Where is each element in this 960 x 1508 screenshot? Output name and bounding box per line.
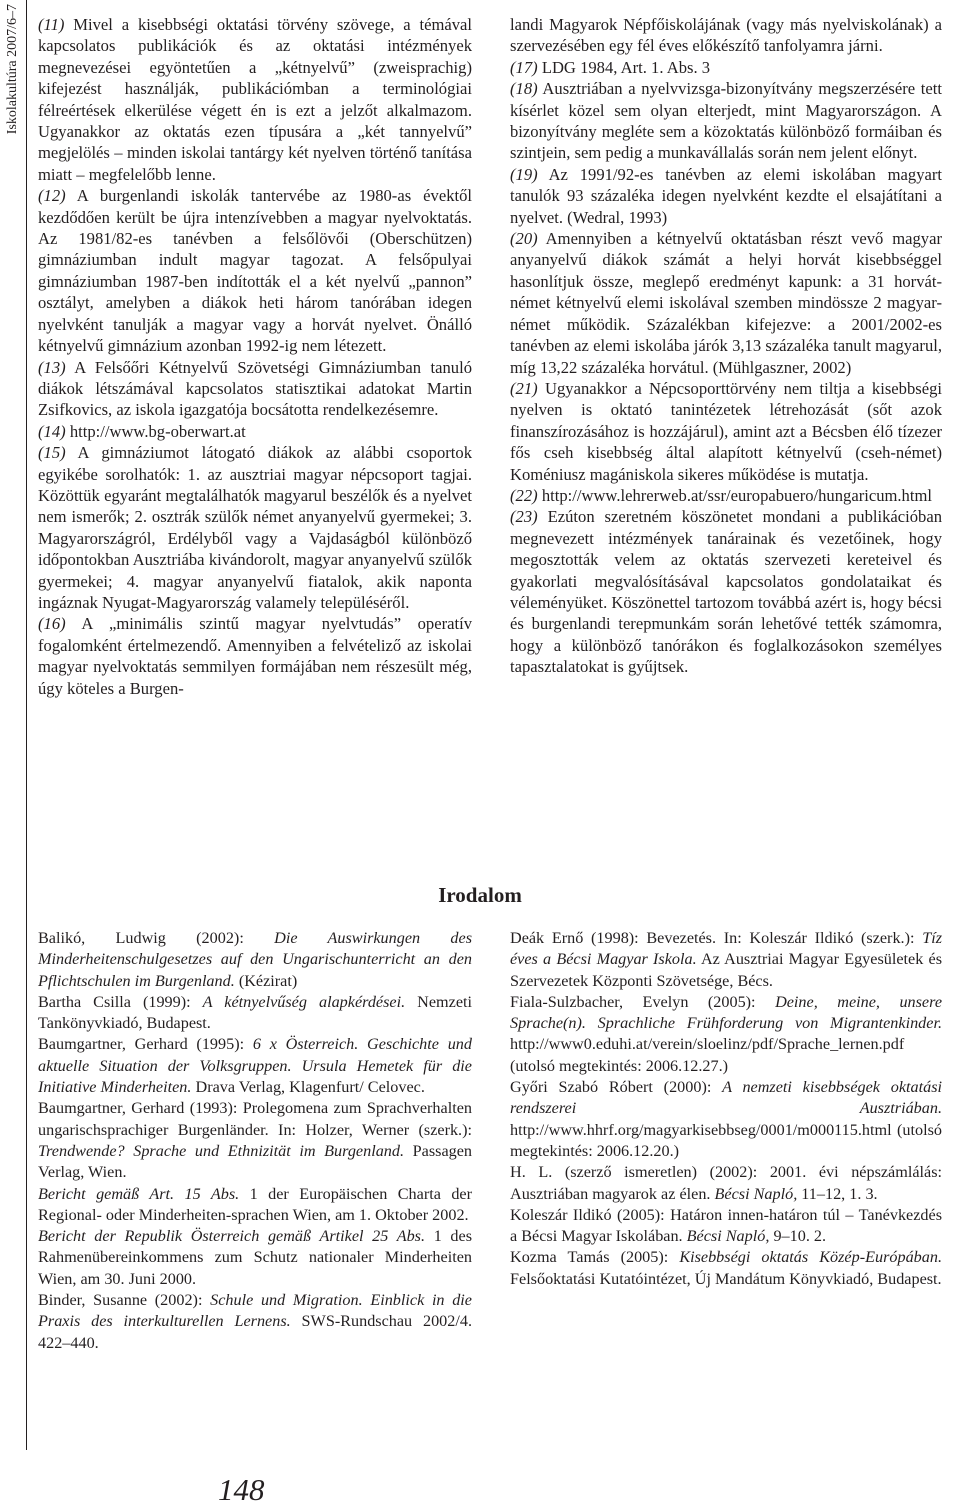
note: (12) A burgenlandi iskolák tantervébe az 1980-as évektől kezdődően került be újra intenzívebben a magyar nyelvoktatás. Az 1981/82-es tanévben a felsőlövői (Oberschützen) gimnáziumban indult magyar tagozat. A felsőpulyai gimnáziumban 1987-ben indították el a két nyelvű „pannon” osztályt, amelyben a diákok heti három tanórában idegen nyelvként tanulják a magyar vagy a horvát nyelvet. Önálló kétnyelvű gimnázium azonban 1992-ig nem létezett. <box>38 186 473 356</box>
section-heading: Irodalom <box>438 883 522 907</box>
note: (15) A gimnáziumot látogató diákok az alábbi csoportok egyikébe sorolhatók: 1. az ausztriai magyar népcsoport tagjai. Közöttük egyaránt megtalálhatók magyarul beszélők és a nyelvet nem ismerők; 2. osztrák szülők német anyanyelvű gyermekei; 3. Magyarországról, Erdélyből vagy a Vajdaságból különböző időpontokban Ausztriába kivándorolt, magyar anyanyelvű szülők gyermekei; 4. magyar anyanyelvű fiatalok, akik naponta ingáznak Nyugat-Magyarország valamely településéről. <box>38 443 472 612</box>
references-column-right <box>510 928 942 1290</box>
reference-entry: Bartha Csilla (1999): A kétnyelvűség alapkérdései. Nemzeti Tankönyvkiadó, Budapest. <box>38 992 472 1033</box>
note: (13) A Felsőőri Kétnyelvű Szövetségi Gimnáziumban tanuló diákok létszámával kapcsolatos statisztikai adatokat Martin Zsifkovics, az iskola igazgatója bocsátotta rendelkezésemre. <box>38 357 473 420</box>
references-column-left <box>38 928 472 1354</box>
running-head-text: Iskolakultúra 2007/6–7 <box>5 4 20 135</box>
reference-entry: Fiala-Sulzbacher, Evelyn (2005): Deine, meine, unsere Sprache(n). Sprachliche Frühforderung von Migrantenkinder. http://www0.eduhi.at/verein/sloelinz/pdf/Sprache_lernen.pdf (utolsó megtekintés: 2006.12.27.) <box>510 992 943 1075</box>
running-head <box>2 4 24 304</box>
note: (14) http://www.bg-oberwart.at <box>38 421 246 441</box>
note: (20) Amennyiben a kétnyelvű oktatásban részt vevő magyar anyanyelvű diákok számát a helyi horvát kisebbséggel hasonlítjuk össze, meglepő eredményt kapunk: a 31 horvát-német kétnyelvű elemi iskolával szemben mindössze 2 magyar-német működik. Százalékban kifejezve: a 2001/2002-es tanévben az elemi iskolába járók 3,13 százaléka tanult magyarul, míg 13,22 százaléka horvátul. (Mühlgaszner, 2002) <box>510 229 942 377</box>
reference-entry: Kozma Tamás (2005): Kisebbségi oktatás Közép-Európában. Felsőoktatási Kutatóintézet, Új Mandátum Könyvkiadó, Budapest. <box>510 1248 942 1288</box>
note: (16) A „minimális szintű magyar nyelvtudás” operatív fogalomként értelmezendő. Amennyiben a felvételiző az iskolai magyar nyelvoktatás semmilyen formájában nem részesült még, úgy köteles a Burgen- <box>38 614 472 698</box>
note: (19) Az 1991/92-es tanévben az elemi iskolában magyart tanulók 93 százaléka idegen nyelvként kezdte el elsajátítani a nyelvet. (Wedral, 1993) <box>510 164 942 227</box>
notes-column-right <box>510 14 942 678</box>
reference-entry: Győri Szabó Róbert (2000): A nemzeti kisebbségek oktatási rendszerei Ausztriában. http://www.hhrf.org/magyarkisebbseg/0001/m000115.html (utolsó megtekintés: 2006.12.20.) <box>510 1078 942 1160</box>
reference-entry: Binder, Susanne (2002): Schule und Migration. Einblick in die Praxis des interkulturellen Lernens. SWS-Rundschau 2002/4. 422–440. <box>38 1291 472 1352</box>
reference-entry: H. L. (szerző ismeretlen) (2002): 2001. évi népszámlálás: Ausztriában magyarok az élen. Bécsi Napló, 11–12, 1. 3. <box>510 1163 942 1203</box>
page-number: 148 <box>218 1472 265 1507</box>
reference-entry: Koleszár Ildikó (2005): Határon innen-határon túl – Tanévkezdés a Bécsi Magyar Iskolában. Bécsi Napló, 9–10. 2. <box>510 1205 942 1246</box>
reference-entry: Balikó, Ludwig (2002): Die Auswirkungen des Minderheitenschulgesetzes auf den Ungarischunterricht an den Pflichtschulen im Burgenland. (Kézirat) <box>38 929 472 990</box>
note: (11) Mivel a kisebbségi oktatási törvény szövege, a témával kapcsolatos publikációk és az oktatási intézmények megnevezései egyöntetűen a „kétnyelvű” (zweisprachig) kifejezést használják, publikációmban a terminológiai félreértések elkerülése végett én is ezt a jelzőt alkalmazom. Ugyanakkor az oktatás ezen típusára a „két tannyelvű” megjelölés – minden iskolai tantárgy két nyelven történő tanítása miatt – megfelelőbb lenne. <box>38 15 472 184</box>
note: landi Magyarok Népfőiskolájának (vagy más nyelviskolának) a szervezésében egy fél éves előkészítő tanfolyamra járni. <box>510 15 942 56</box>
note: (22) http://www.lehrerweb.at/ssr/europabuero/hungaricum.html <box>510 485 932 505</box>
reference-entry: Deák Ernő (1998): Bevezetés. In: Koleszár Ildikó (szerk.): Tíz éves a Bécsi Magyar Iskola. Az Ausztriai Magyar Egyesületek és Szervezetek Központi Szövetsége, Bécs. <box>510 929 942 990</box>
reference-entry: Baumgartner, Gerhard (1993): Prolegomena zum Sprachverhalten ungarischsprachiger Burgenländer. In: Holzer, Werner (szerk.): Trendwende? Sprache und Ethnizität im Burgenland. Passagen Verlag, Wien. <box>38 1099 473 1182</box>
note: (18) Ausztriában a nyelvvizsga-bizonyítvány megszerzésére tett kísérlet közel sem olyan elterjedt, mint Magyarországon. A bizonyítvány megléte sem a közoktatás különböző formáiban és szintjein, sem pedig a munkavállalás során nem jelent előnyt. <box>510 79 942 163</box>
note: (23) Ezúton szeretném köszönetet mondani a publikációban megnevezett intézmények tanárainak és vezetőinek, hogy megosztották velem az oktatás szervezeti kereteivel és gyakorlati megvalósításával kapcsolatos gondolataikat és véleményüket. Köszönettel tartozom továbbá azért is, hogy bécsi és burgenlandi terepmunkám során lehetővé tették számomra, hogy a különböző tanórákon és foglalkozásokon személyes tapasztalatokat is gyűjtsek. <box>510 507 942 677</box>
reference-entry: Baumgartner, Gerhard (1995): 6 x Österreich. Geschichte und aktuelle Situation der Volksgruppen. Ursula Hemetek für die Initiative Minderheiten. Drava Verlag, Klagenfurt/ Celovec. <box>38 1035 472 1097</box>
margin-rule <box>26 0 27 1450</box>
note: (17) LDG 1984, Art. 1. Abs. 3 <box>510 57 711 77</box>
notes-column-left <box>38 14 472 699</box>
note: (21) Ugyanakkor a Népcsoporttörvény nem tiltja a kisebbségi nyelven is oktató tanintézetek létrehozását (sőt azok finanszírozásához is hozzájárul), amint azt a Bécsben élő tízezer fős cseh kisebbség által alapított kétnyelvű (cseh-német) Koméniusz magániskola sikeres működése is mutatja. <box>510 378 942 484</box>
reference-entry: Bericht gemäß Art. 15 Abs. 1 der Europäischen Charta der Regional- oder Minderheiten-sprachen Wien, am 1. Oktober 2002. <box>38 1184 473 1224</box>
reference-entry: Bericht der Republik Österreich gemäß Artikel 25 Abs. 1 des Rahmenübereinkommens zum Schutz nationaler Minderheiten Wien, am 30. Juni 2000. <box>38 1227 473 1288</box>
